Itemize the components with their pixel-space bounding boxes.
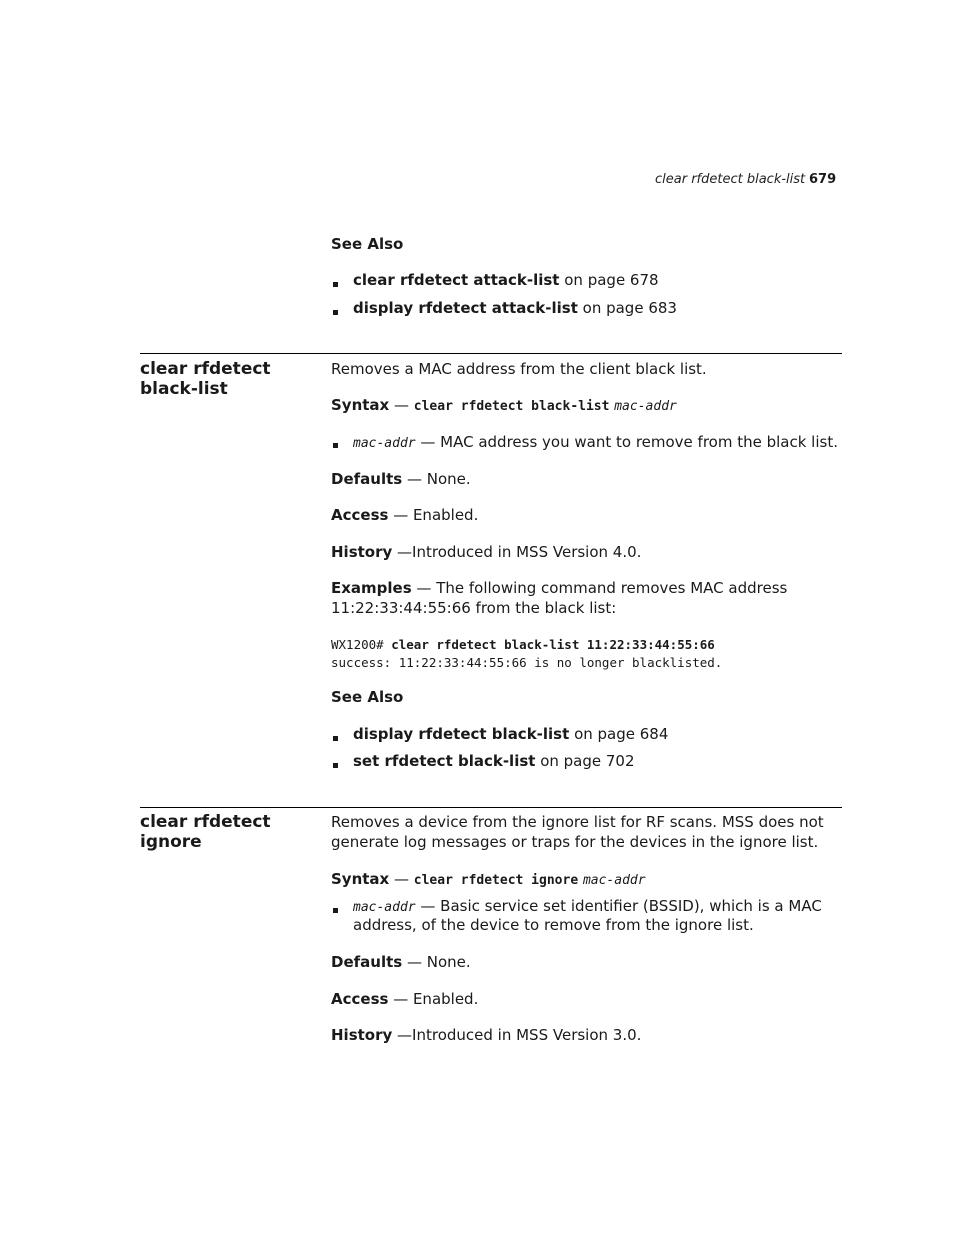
parameter-item xyxy=(353,897,822,917)
section-title-line: ignore xyxy=(140,832,202,852)
section-divider xyxy=(140,353,842,354)
history-line xyxy=(331,1026,641,1045)
command-description: Removes a MAC address from the client black list. xyxy=(331,360,707,378)
defaults-line xyxy=(331,470,471,489)
bullet-icon xyxy=(333,282,338,287)
see-also-heading: See Also xyxy=(331,688,404,706)
parameter-description-continued: address, of the device to remove from the ignore list. xyxy=(353,916,754,934)
section-title-line: clear rfdetect xyxy=(140,359,271,379)
code-example-output: success: 11:22:33:44:55:66 is no longer blacklisted. xyxy=(331,655,723,670)
syntax-dash: — xyxy=(389,396,414,414)
see-also-link[interactable]: display rfdetect black-list xyxy=(353,725,570,743)
page-reference: on page 683 xyxy=(577,299,677,317)
section-title-line: black-list xyxy=(140,379,228,399)
access-line xyxy=(331,506,478,525)
code-example-command xyxy=(331,637,715,652)
page-reference: on page 678 xyxy=(559,271,659,289)
parameter-description: — Basic service set identifier (BSSID), which is a MAC xyxy=(415,897,822,915)
see-also-heading: See Also xyxy=(331,235,404,253)
history-value: —Introduced in MSS Version 3.0. xyxy=(392,1026,642,1044)
defaults-label: Defaults xyxy=(331,953,403,971)
syntax-label: Syntax xyxy=(331,396,390,414)
parameter-name: mac-addr xyxy=(353,436,416,451)
see-also-link[interactable]: set rfdetect black-list xyxy=(353,752,536,770)
page-reference: on page 702 xyxy=(535,752,635,770)
history-label: History xyxy=(331,1026,393,1044)
section-title-black-list xyxy=(140,359,271,399)
defaults-value: — None. xyxy=(402,470,471,488)
access-value: — Enabled. xyxy=(388,506,479,524)
see-also-link[interactable]: clear rfdetect attack-list xyxy=(353,271,560,289)
see-also-link[interactable]: display rfdetect attack-list xyxy=(353,299,578,317)
code-prompt: WX1200# xyxy=(331,637,392,652)
syntax-command: clear rfdetect ignore xyxy=(413,873,579,888)
command-description: Removes a device from the ignore list for RF scans. MSS does not xyxy=(331,813,824,831)
history-label: History xyxy=(331,543,393,561)
parameter-description: — MAC address you want to remove from the black list. xyxy=(415,433,838,451)
see-also-item xyxy=(353,725,668,744)
bullet-icon xyxy=(333,736,338,741)
syntax-argument: mac-addr xyxy=(614,399,677,414)
bullet-icon xyxy=(333,310,338,315)
parameter-name: mac-addr xyxy=(353,900,416,915)
access-line xyxy=(331,990,478,1009)
syntax-label: Syntax xyxy=(331,870,390,888)
see-also-item xyxy=(353,752,635,771)
defaults-line xyxy=(331,953,471,972)
code-command: clear rfdetect black-list 11:22:33:44:55:66 xyxy=(391,637,715,652)
section-divider xyxy=(140,807,842,808)
defaults-value: — None. xyxy=(402,953,471,971)
access-value: — Enabled. xyxy=(388,990,479,1008)
examples-text: — The following command removes MAC address xyxy=(411,579,788,597)
see-also-item xyxy=(353,299,677,318)
bullet-icon xyxy=(333,443,338,448)
examples-text-continued: 11:22:33:44:55:66 from the black list: xyxy=(331,599,617,617)
running-header-title: clear rfdetect black-list xyxy=(655,172,806,187)
bullet-icon xyxy=(333,763,338,768)
examples-line xyxy=(331,579,787,598)
syntax-line xyxy=(331,396,677,416)
page-number: 679 xyxy=(809,172,837,187)
page-reference: on page 684 xyxy=(569,725,669,743)
defaults-label: Defaults xyxy=(331,470,403,488)
access-label: Access xyxy=(331,506,389,524)
history-value: —Introduced in MSS Version 4.0. xyxy=(392,543,642,561)
syntax-command: clear rfdetect black-list xyxy=(413,399,610,414)
parameter-item xyxy=(353,433,838,453)
command-description-continued: generate log messages or traps for the devices in the ignore list. xyxy=(331,833,819,851)
section-title-line: clear rfdetect xyxy=(140,812,271,832)
see-also-item xyxy=(353,271,659,290)
history-line xyxy=(331,543,641,562)
section-title-ignore xyxy=(140,812,271,852)
access-label: Access xyxy=(331,990,389,1008)
bullet-icon xyxy=(333,908,338,913)
syntax-argument: mac-addr xyxy=(582,873,646,888)
examples-label: Examples xyxy=(331,579,412,597)
syntax-dash: — xyxy=(389,870,414,888)
syntax-line xyxy=(331,870,646,890)
